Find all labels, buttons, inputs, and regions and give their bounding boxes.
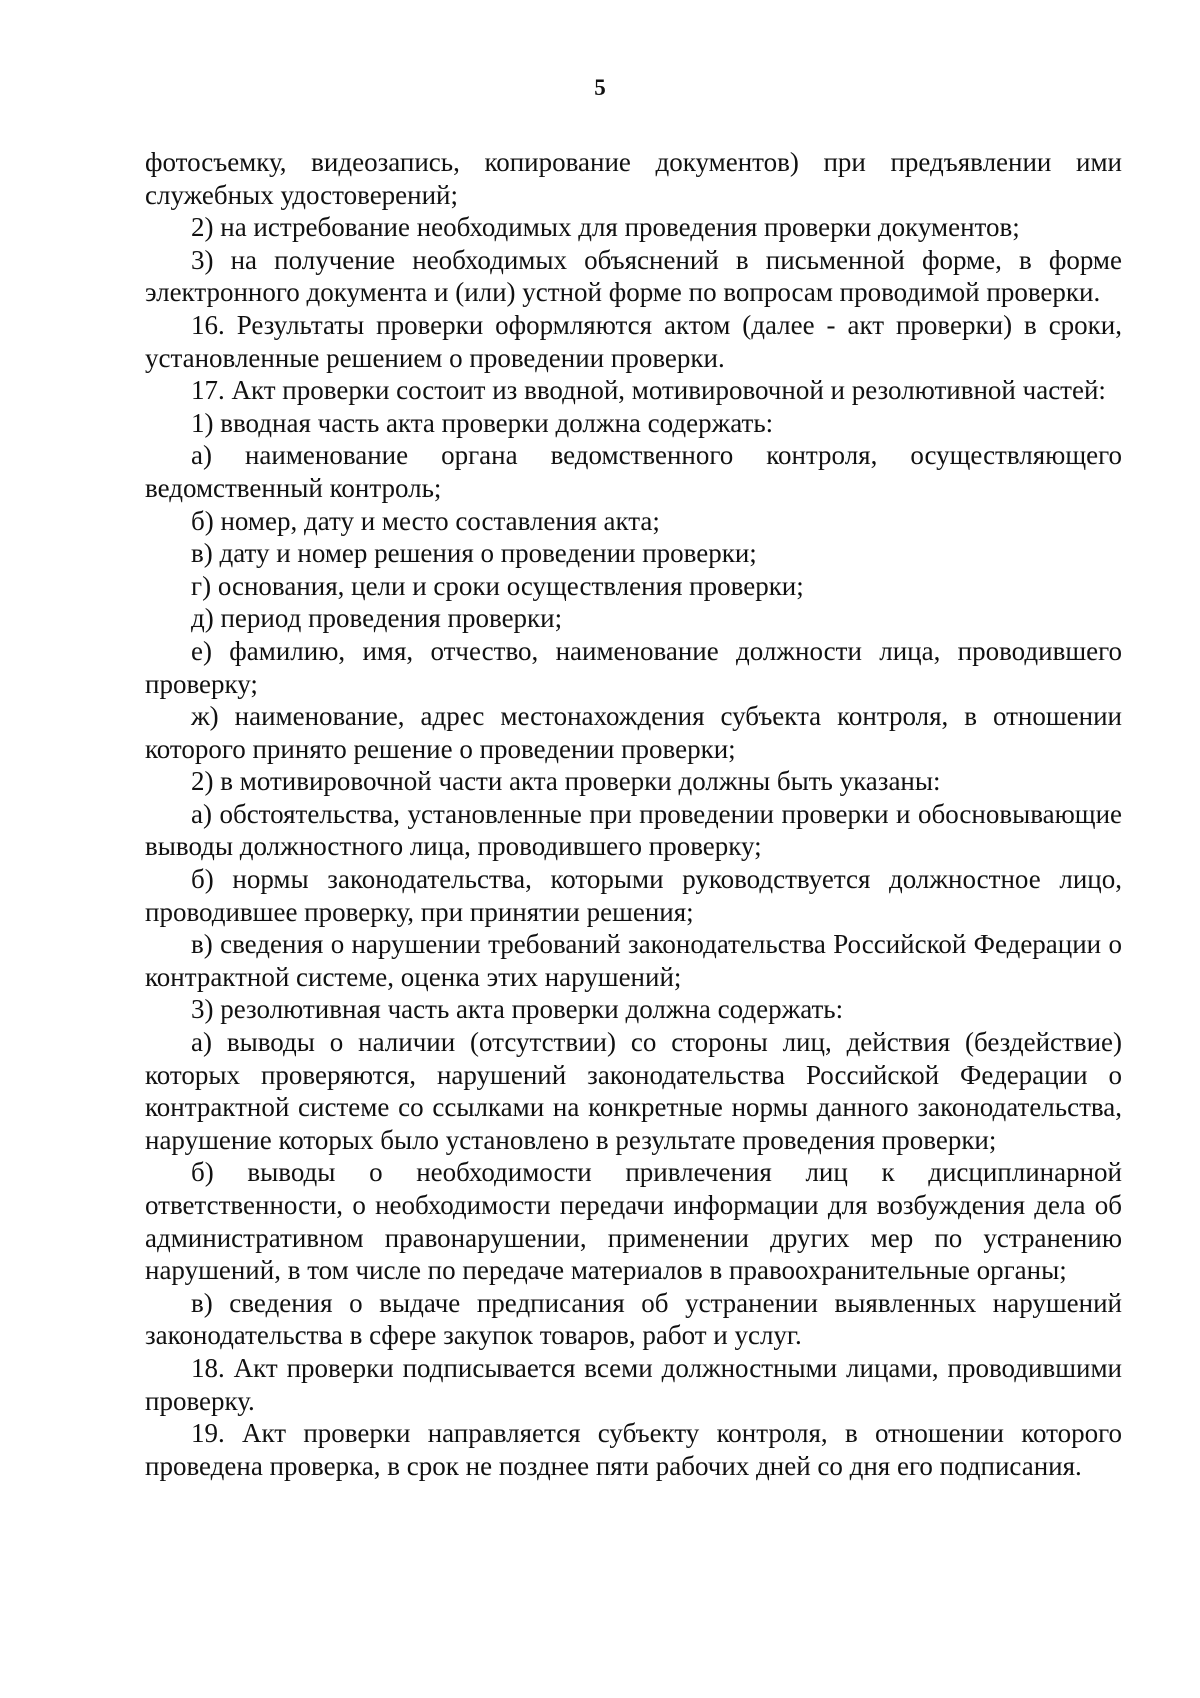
paragraph-clause-18: 18. Акт проверки подписывается всеми должностными лицами, проводившими проверку. (145, 1352, 1122, 1416)
paragraph-resolution-b: б) выводы о необходимости привлечения лиц к дисциплинарной ответственности, о необходимости передачи информации для возбуждения дела об административном правонарушении, применении других мер по устранению нарушений, в том числе по передаче материалов в правоохранительные органы; (145, 1157, 1122, 1286)
paragraph-motive-part: 2) в мотивировочной части акта проверки должны быть указаны: (191, 766, 941, 797)
page-number: 5 (594, 75, 606, 100)
paragraph-motive-v: в) сведения о нарушении требований законодательства Российской Федерации о контрактной системе, оценка этих нарушений; (145, 929, 1122, 992)
paragraph-intro-g: г) основания, цели и сроки осуществления проверки; (191, 570, 804, 601)
document-body (145, 146, 1122, 1482)
paragraph-resolution-v: в) сведения о выдаче предписания об устранении выявленных нарушений законодательства в сфере закупок товаров, работ и услуг. (145, 1287, 1122, 1351)
paragraph-resolution-part: 3) резолютивная часть акта проверки должна содержать: (191, 994, 844, 1025)
paragraph-item-3: 3) на получение необходимых объяснений в письменной форме, в форме электронного документа и (или) устной форме по вопросам проводимой проверки. (145, 244, 1122, 308)
paragraph-intro-d: д) период проведения проверки; (191, 603, 563, 634)
paragraph-resolution-a: а) выводы о наличии (отсутствии) со стороны лиц, действия (бездействие) которых проверяются, нарушений законодательства Российской Федерации о контрактной системе со ссылками на конкретные нормы данного законодательства, нарушение которых было установлено в результате проведения проверки; (145, 1027, 1122, 1155)
paragraph-clause-16: 16. Результаты проверки оформляются актом (далее - акт проверки) в сроки, установленные решением о проведении проверки. (145, 309, 1122, 373)
paragraph-continuation: фотосъемку, видеозапись, копирование документов) при предъявлении ими служебных удостоверений; (145, 147, 1122, 210)
paragraph-intro-v: в) дату и номер решения о проведении проверки; (191, 538, 757, 569)
paragraph-intro-b: б) номер, дату и место составления акта; (191, 505, 660, 536)
paragraph-motive-b: б) нормы законодательства, которыми руководствуется должностное лицо, проводившее проверку, при принятии решения; (145, 864, 1122, 927)
paragraph-intro-e: е) фамилию, имя, отчество, наименование должности лица, проводившего проверку; (145, 635, 1122, 699)
paragraph-intro-zh: ж) наименование, адрес местонахождения субъекта контроля, в отношении которого принято решение о проведении проверки; (145, 701, 1122, 764)
paragraph-clause-17: 17. Акт проверки состоит из вводной, мотивировочной и резолютивной частей: (191, 375, 1106, 406)
paragraph-intro-a: а) наименование органа ведомственного контроля, осуществляющего ведомственный контроль; (145, 440, 1122, 503)
paragraph-intro-part: 1) вводная часть акта проверки должна содержать: (191, 407, 774, 438)
paragraph-clause-19: 19. Акт проверки направляется субъекту контроля, в отношении которого проведена проверка, в срок не позднее пяти рабочих дней со дня его подписания. (145, 1418, 1122, 1481)
paragraph-motive-a: а) обстоятельства, установленные при проведении проверки и обосновывающие выводы должностного лица, проводившего проверку; (145, 798, 1122, 862)
paragraph-item-2: 2) на истребование необходимых для проведения проверки документов; (191, 212, 1020, 243)
